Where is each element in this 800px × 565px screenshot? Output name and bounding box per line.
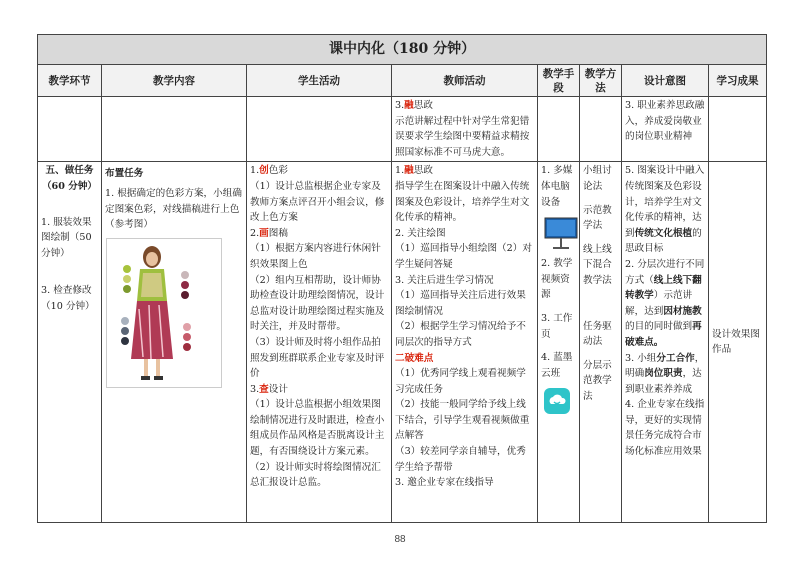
activity-text: （2）设计师实时将绘图情况汇总汇报设计总监。 xyxy=(250,461,381,489)
header-student: 学生活动 xyxy=(247,65,392,97)
table-row xyxy=(38,162,767,523)
fashion-illustration-image xyxy=(106,238,222,388)
header-outcome: 学习成果 xyxy=(709,65,767,97)
header-methods: 教学方法 xyxy=(580,65,622,97)
activity-text: （1）巡回指导关注后进行效果图绘制情况 xyxy=(395,290,526,317)
teaching-means-cell: 1. 多媒体电脑设备 2. 教学视频资源 3. 工作页 4. 蓝墨云班 xyxy=(538,162,580,523)
learning-outcome-cell: 设计效果图作品 xyxy=(709,162,767,523)
activity-text: （2）根据学生学习情况给予不同层次的指导方式 xyxy=(395,321,526,348)
stage-cell: 五、做任务 （60 分钟） 1. 服装效果图绘制（50 分钟） 3. 检查修改（10 分钟） xyxy=(38,162,102,523)
cloud-class-app-icon xyxy=(543,387,571,415)
cont-intent-cell: 3. 职业素养思政融入，养成爱岗敬业的岗位职业精神 xyxy=(622,97,709,162)
step-heading: 2.画图稿 xyxy=(250,227,288,239)
activity-text: 3. 关注后进生学习情况 xyxy=(395,274,494,286)
table-row xyxy=(38,97,767,162)
step-heading: 3.查设计 xyxy=(250,383,288,395)
activity-text: （1）根据方案内容进行休闲针织效果图上色 xyxy=(250,243,381,270)
step-heading: 1.融思政 xyxy=(395,165,433,177)
header-teacher: 教师活动 xyxy=(392,65,538,97)
header-intent: 设计意图 xyxy=(622,65,709,97)
step-heading: 1.创色彩 xyxy=(250,165,288,177)
activity-text: （1）设计总监根据企业专家及教师方案点评召开小组会议，修改上色方案 xyxy=(250,180,385,224)
header-stage: 教学环节 xyxy=(38,65,102,97)
activity-text: （2）技能一般同学给予线上线下结合，引导学生观看视频做重点解答 xyxy=(395,399,530,442)
table-title: 课中内化（180 分钟） xyxy=(38,35,767,65)
lesson-plan-table xyxy=(37,34,767,523)
activity-text: （1）设计总监根据小组效果图绘制情况进行及时跟进，检查小组成员作品风格是否脱离设计主题，有否围绕设计方案元素。 xyxy=(250,399,385,458)
activity-text: 2. 关注绘图 xyxy=(395,227,446,239)
teacher-activity-cell xyxy=(392,162,538,523)
content-cell: 布置任务 1. 根据确定的色彩方案，小组确定图案色彩，对线描稿进行上色（参考图） xyxy=(102,162,247,523)
activity-text: （3）较差同学亲自辅导，优秀学生给予帮带 xyxy=(395,446,526,473)
difficulty-heading: 二破难点 xyxy=(395,352,434,364)
teaching-methods-cell: 小组讨论法 示范教学法 线上线下混合教学法 任务驱动法 分层示范教学法 xyxy=(580,162,622,523)
interactive-whiteboard-icon xyxy=(543,216,579,250)
page-number: 88 xyxy=(394,534,406,545)
cont-teacher-cell: 3.融思政 示范讲解过程中针对学生常犯错误要求学生绘图中要精益求精按照国家标准不可马虎大意。 xyxy=(392,97,538,162)
activity-text: 3. 邀企业专家在线指导 xyxy=(395,477,494,489)
activity-text: （1）巡回指导小组绘图（2）对学生疑问答疑 xyxy=(395,243,532,270)
header-means: 教学手段 xyxy=(538,65,580,97)
activity-text: （3）设计师及时将小组作品拍照发到班群联系企业专家及时评价 xyxy=(250,336,385,380)
activity-text: 指导学生在图案设计中融入传统图案及色彩设计，培养学生对文化传承的精神。 xyxy=(395,180,530,224)
design-intent-cell: 5. 图案设计中融入传统图案及色彩设计，培养学生对文化传承的精神，达到传统文化根植的思政目标 2. 分层次进行不同方式（线上线下翻转教学）示范讲解，达到因材施教的目的同时做到再破难点。 3. 小组分工合作，明确岗位职责，达到职业素养养成 4. 企业专家在线指导，更好的实现情景任务完成符合市场化标准应用效果 xyxy=(622,162,709,523)
header-content: 教学内容 xyxy=(102,65,247,97)
student-activity-cell xyxy=(247,162,392,523)
activity-text: （1）优秀同学线上观看视频学习完成任务 xyxy=(395,368,526,395)
activity-text: （2）组内互相帮助，设计师协助检查设计助理绘图情况，设计总监对设计助理绘图过程实施及时关注，并及时帮带。 xyxy=(250,274,385,333)
